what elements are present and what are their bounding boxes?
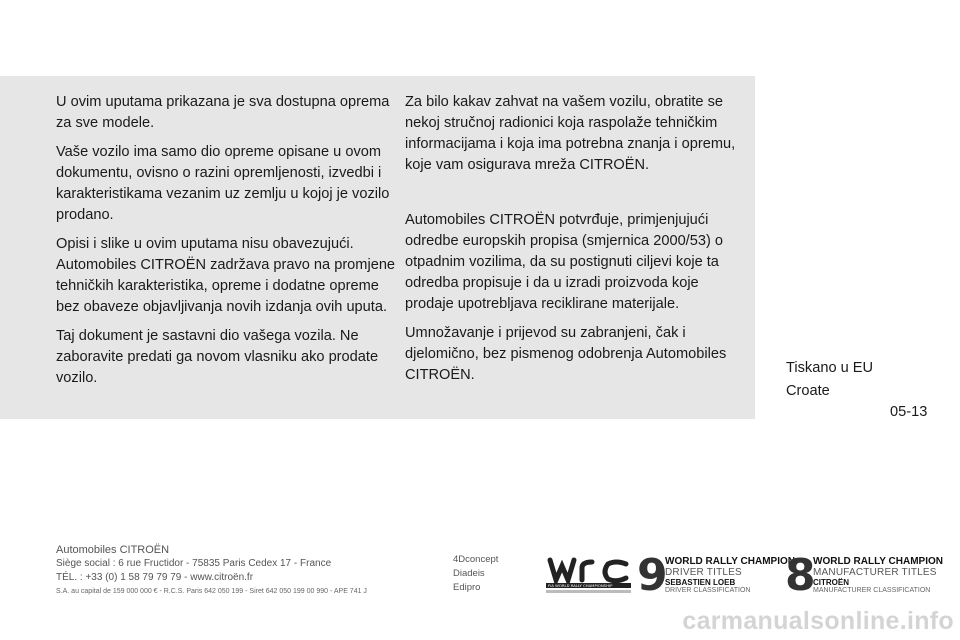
- agency-name: Edipro: [453, 582, 481, 593]
- paragraph: Umnožavanje i prijevod su zabranjeni, čak i djelomično, bez pismenog odobrenja Automobiles CITROËN.: [405, 325, 727, 383]
- company-info: [56, 543, 367, 599]
- edition-code: 05-13: [890, 404, 928, 420]
- company-name: Automobiles CITROËN: [56, 544, 170, 556]
- paragraph: U ovim uputama prikazana je sva dostupna oprema za sve modele.: [56, 94, 390, 131]
- badge-classification: MANUFACTURER CLASSIFICATION: [813, 587, 931, 594]
- agency-name: Diadeis: [453, 568, 485, 579]
- wrc-subtitle: FIA WORLD RALLY CHAMPIONSHIP: [548, 583, 613, 589]
- driver-champion-badge: [637, 550, 795, 601]
- company-address: Siège social : 6 rue Fructidor - 75835 Paris Cedex 17 - France: [56, 558, 332, 569]
- paragraph: Taj dokument je sastavni dio vašega vozila. Ne zaboravite predati ga novom vlasniku ako prodate vozilo.: [56, 328, 379, 386]
- language-label: Croate: [786, 383, 830, 399]
- badge-title: WORLD RALLY CHAMPION: [665, 556, 795, 567]
- badge-title: WORLD RALLY CHAMPION: [813, 556, 943, 567]
- company-legal: S.A. au capital de 159 000 000 € - R.C.S. Paris 642 050 199 - Siret 642 050 199 00 990 - APE 741 J: [56, 588, 367, 595]
- badge-subtitle: MANUFACTURER TITLES: [813, 567, 937, 578]
- manufacturer-titles-number: 8: [785, 550, 816, 601]
- paragraph: Vaše vozilo ima samo dio opreme opisane u ovom dokumentu, ovisno o razini opremljenosti, izvedbi i karakteristikama vezanim uz zemlju u kojoj je vozilo prodano.: [56, 144, 390, 223]
- badge-name: CITROËN: [813, 578, 849, 587]
- right-text-column: [405, 92, 745, 394]
- manufacturer-champion-badge: [785, 550, 955, 601]
- paragraph: Za bilo kakav zahvat na vašem vozilu, obratite se nekoj stručnoj radionici koja raspolaže tehničkim informacijama i koja ima potrebna znanja i opremu, koje vam osigurava mreža CITROËN.: [405, 94, 736, 173]
- badge-name: SEBASTIEN LOEB: [665, 578, 736, 587]
- driver-titles-number: 9: [637, 550, 668, 601]
- badge-subtitle: DRIVER TITLES: [665, 567, 742, 578]
- wrc-logo: [546, 556, 631, 594]
- agency-name: 4Dconcept: [453, 554, 499, 565]
- paragraph: Opisi i slike u ovim uputama nisu obavezujući. Automobiles CITROËN zadržava pravo na promjene tehničkih karakteristika, opreme i dodatne opreme bez obaveze objavljivanja novih izdanja ovih uputa.: [56, 236, 396, 315]
- printed-in-label: Tiskano u EU: [786, 360, 874, 376]
- paragraph: Automobiles CITROËN potvrđuje, primjenjujući odredbe europskih propisa (smjernica 2000/53) o otpadnim vozilima, da su postignuti ciljevi koje ta odredba propisuje i da u izradi proizvoda koje prodaje upotrebljava reciklirane materijale.: [405, 212, 724, 312]
- left-text-column: [56, 92, 396, 397]
- company-contact: TÉL. : +33 (0) 1 58 79 79 79 - www.citroën.fr: [56, 572, 254, 583]
- agencies-list: [453, 553, 498, 595]
- watermark: carmanualsonline.info: [682, 607, 954, 635]
- badge-classification: DRIVER CLASSIFICATION: [665, 587, 751, 594]
